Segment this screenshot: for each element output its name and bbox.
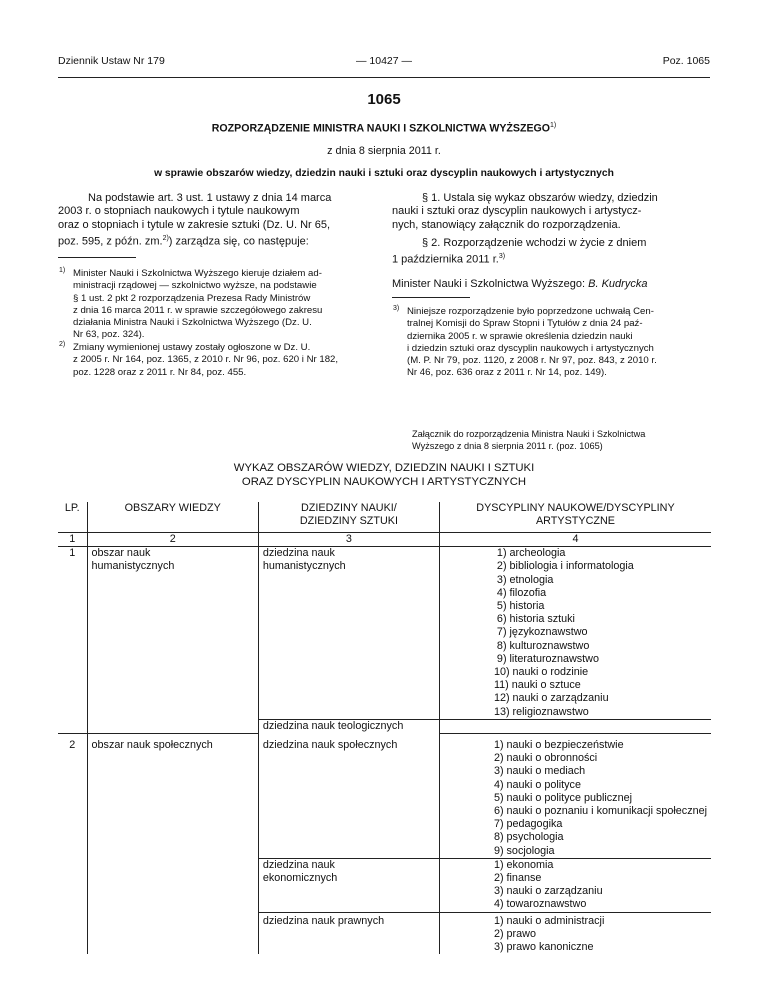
signature [392, 278, 647, 290]
footnote-line: § 1 ust. 2 pkt 2 rozporządzenia Prezesa Rady Ministrów [73, 292, 311, 304]
row-disciplines [439, 858, 711, 912]
row-disciplines [439, 912, 711, 954]
footnote-rule [58, 257, 136, 258]
discipline-item: 2) nauki o obronności [493, 752, 598, 765]
discipline-item: 8) kulturoznawstwo [493, 639, 590, 652]
discipline-item: 3) nauki o mediach [493, 765, 586, 778]
header-disciplines: DYSCYPLINY NAUKOWE/DYSCYPLINY ARTYSTYCZNE [439, 502, 711, 533]
table-header-row [58, 502, 711, 533]
discipline-item: 3) prawo kanoniczne [493, 941, 594, 954]
signature-name: B. Kudrycka [588, 278, 648, 290]
annex-line: Wyższego z dnia 8 sierpnia 2011 r. (poz. 1065) [412, 441, 603, 451]
footnote-line: Niniejsze rozporządzenie było poprzedzone uchwałą Cen- [407, 306, 654, 317]
discipline-item: 1) nauki o bezpieczeństwie [493, 739, 624, 752]
footnote-line: działania Ministra Nauki i Szkolnictwa Wyższego (Dz. U. [73, 317, 312, 329]
discipline-item: 4) filozofia [493, 586, 547, 599]
footnote-1 [59, 267, 375, 342]
discipline-item: 9) literaturoznawstwo [493, 652, 599, 665]
footnote-marker: 1) [59, 267, 66, 274]
row-lp: 1 [58, 547, 87, 734]
row-field: dziedzina nauk prawnych [258, 912, 439, 954]
row-lp: 2 [58, 734, 87, 955]
annex-heading-line: WYKAZ OBSZARÓW WIEDZY, DZIEDZIN NAUKI I SZTUKI [233, 462, 535, 474]
row-field: dziedzina nauk humanistycznych [258, 547, 439, 720]
discipline-item: 6) nauki o poznaniu i komunikacji społecznej [493, 805, 707, 818]
footnote-line: ministracji rządowej — szkolnictwo wyższe, na podstawie [73, 280, 317, 292]
discipline-item: 2) prawo [493, 927, 536, 940]
discipline-item: 1) ekonomia [493, 858, 554, 871]
discipline-item: 1) nauki o administracji [493, 914, 605, 927]
act-date: z dnia 8 sierpnia 2011 r. [327, 145, 441, 157]
discipline-item: 5) nauki o polityce publicznej [493, 791, 632, 804]
row-disciplines [439, 547, 711, 720]
discipline-item: 4) towaroznawstwo [493, 898, 587, 911]
header-area: OBSZARY WIEDZY [87, 502, 258, 533]
column-number-row [58, 533, 711, 547]
footnote-line: z dnia 16 marca 2011 r. w sprawie szczegółowego zakresu [73, 304, 323, 316]
footnote-line: i dziedzin sztuki oraz dyscyplin naukowych i artystycznych [407, 342, 654, 354]
row-area: obszar nauk społecznych [87, 734, 258, 955]
footnote-line: Minister Nauki i Szkolnictwa Wyższego kieruje działem ad- [73, 268, 322, 279]
annex-heading [0, 462, 768, 489]
column-number: 4 [439, 533, 711, 547]
column-number: 2 [87, 533, 258, 547]
row-area: obszar nauk humanistycznych [87, 547, 258, 734]
paragraph-line: nauki i sztuki oraz dyscyplin naukowych i artystycz- [392, 205, 642, 218]
paragraph-line: § 1. Ustala się wykaz obszarów wiedzy, dziedzin [422, 192, 658, 204]
discipline-item: 12) nauki o zarządzaniu [493, 692, 609, 705]
discipline-item: 9) socjologia [493, 844, 555, 857]
footnote-3 [393, 305, 710, 380]
discipline-item: 10) nauki o rodzinie [493, 666, 589, 679]
discipline-item: 7) pedagogika [493, 818, 563, 831]
table-row [58, 734, 711, 859]
row-disciplines [439, 719, 711, 733]
journal-name: Dziennik Ustaw Nr 179 [58, 55, 165, 67]
act-title [0, 122, 768, 135]
discipline-item: 8) psychologia [493, 831, 564, 844]
disciplines-table [58, 502, 711, 954]
preamble [58, 192, 376, 249]
footnote-line: poz. 1228 oraz z 2011 r. Nr 84, poz. 455. [73, 366, 247, 378]
footnote-ref-2[interactable]: 2) [162, 234, 169, 242]
header-rule [58, 77, 710, 78]
preamble-line-end: ) zarządza się, co następuje: [168, 235, 309, 248]
act-subject: w sprawie obszarów wiedzy, dziedzin nauki i sztuki oraz dyscyplin naukowych i artystycznych [154, 168, 614, 179]
footnote-line: z 2005 r. Nr 164, poz. 1365, z 2010 r. Nr 96, poz. 620 i Nr 182, [73, 354, 339, 366]
paragraph-1 [392, 192, 710, 232]
signature-label: Minister Nauki i Szkolnictwa Wyższego: [392, 278, 589, 290]
discipline-item: 7) językoznawstwo [493, 626, 588, 639]
footnote-ref-1[interactable]: 1) [549, 122, 557, 129]
annex-heading-line: ORAZ DYSCYPLIN NAUKOWYCH I ARTYSTYCZNYCH [241, 475, 527, 488]
preamble-line-text: poz. 595, z późn. zm. [58, 235, 163, 248]
header-lp: LP. [64, 502, 80, 514]
column-number: 3 [258, 533, 439, 547]
row-field: dziedzina nauk społecznych [258, 734, 439, 859]
footnote-marker: 3) [393, 305, 400, 312]
preamble-line: 2003 r. o stopniach naukowych i tytule naukowym [58, 205, 300, 218]
footnote-line: tralnej Komisji do Spraw Stopni i Tytułów z dnia 24 paź- [407, 318, 643, 330]
act-number: 1065 [367, 91, 401, 108]
row-field: dziedzina nauk teologicznych [258, 719, 439, 733]
preamble-line: oraz o stopniach i tytule w zakresie sztuki (Dz. U. Nr 65, [58, 218, 331, 231]
table-row [58, 547, 711, 720]
discipline-item: 2) finanse [493, 872, 542, 885]
preamble-line: Na podstawie art. 3 ust. 1 ustawy z dnia 14 marca [88, 192, 332, 204]
paragraph-line: § 2. Rozporządzenie wchodzi w życie z dniem [422, 237, 647, 249]
discipline-item: 1) archeologia [493, 547, 566, 560]
discipline-item: 13) religioznawstwo [493, 705, 589, 718]
annex-note [412, 428, 712, 452]
discipline-item: 11) nauki o sztuce [493, 679, 581, 692]
paragraph-line [392, 250, 710, 267]
preamble-line [58, 232, 376, 249]
discipline-item: 3) etnologia [493, 573, 554, 586]
discipline-item: 3) nauki o zarządzaniu [493, 885, 603, 898]
column-number: 1 [58, 533, 87, 547]
footnote-line: (M. P. Nr 79, poz. 1120, z 2008 r. Nr 97, poz. 843, z 2010 r. [407, 355, 657, 367]
act-title-text: ROZPORZĄDZENIE MINISTRA NAUKI I SZKOLNICTWA WYŻSZEGO [211, 122, 550, 135]
footnote-line: dziernika 2005 r. w sprawie określenia dziedzin nauki [407, 330, 633, 342]
position-number: Poz. 1065 [662, 55, 710, 67]
footnote-line: Nr 63, poz. 324). [73, 329, 145, 341]
page-number: — 10427 — [355, 55, 413, 67]
header-field: DZIEDZINY NAUKI/ DZIEDZINY SZTUKI [258, 502, 439, 533]
footnote-ref-3[interactable]: 3) [498, 253, 506, 261]
footnote-line: Zmiany wymienionej ustawy zostały ogłoszone w Dz. U. [73, 342, 311, 353]
annex-line: Załącznik do rozporządzenia Ministra Nauki i Szkolnictwa [412, 429, 646, 439]
footnote-line: Nr 46, poz. 636 oraz z 2011 r. Nr 14, poz. 149). [407, 367, 607, 379]
discipline-item: 6) historia sztuki [493, 613, 575, 626]
paragraph-line-text: 1 października 2011 r. [392, 253, 499, 266]
paragraph-2 [392, 237, 710, 267]
footnote-marker: 2) [59, 341, 66, 348]
discipline-item: 2) bibliologia i informatologia [493, 560, 634, 573]
row-field: dziedzina nauk ekonomicznych [258, 858, 439, 912]
row-disciplines [439, 734, 711, 859]
discipline-item: 4) nauki o polityce [493, 778, 581, 791]
paragraph-line: nych, stanowiący załącznik do rozporządzenia. [392, 218, 621, 231]
footnote-rule [392, 297, 470, 298]
discipline-item: 5) historia [493, 600, 545, 613]
footnote-2 [59, 341, 375, 379]
